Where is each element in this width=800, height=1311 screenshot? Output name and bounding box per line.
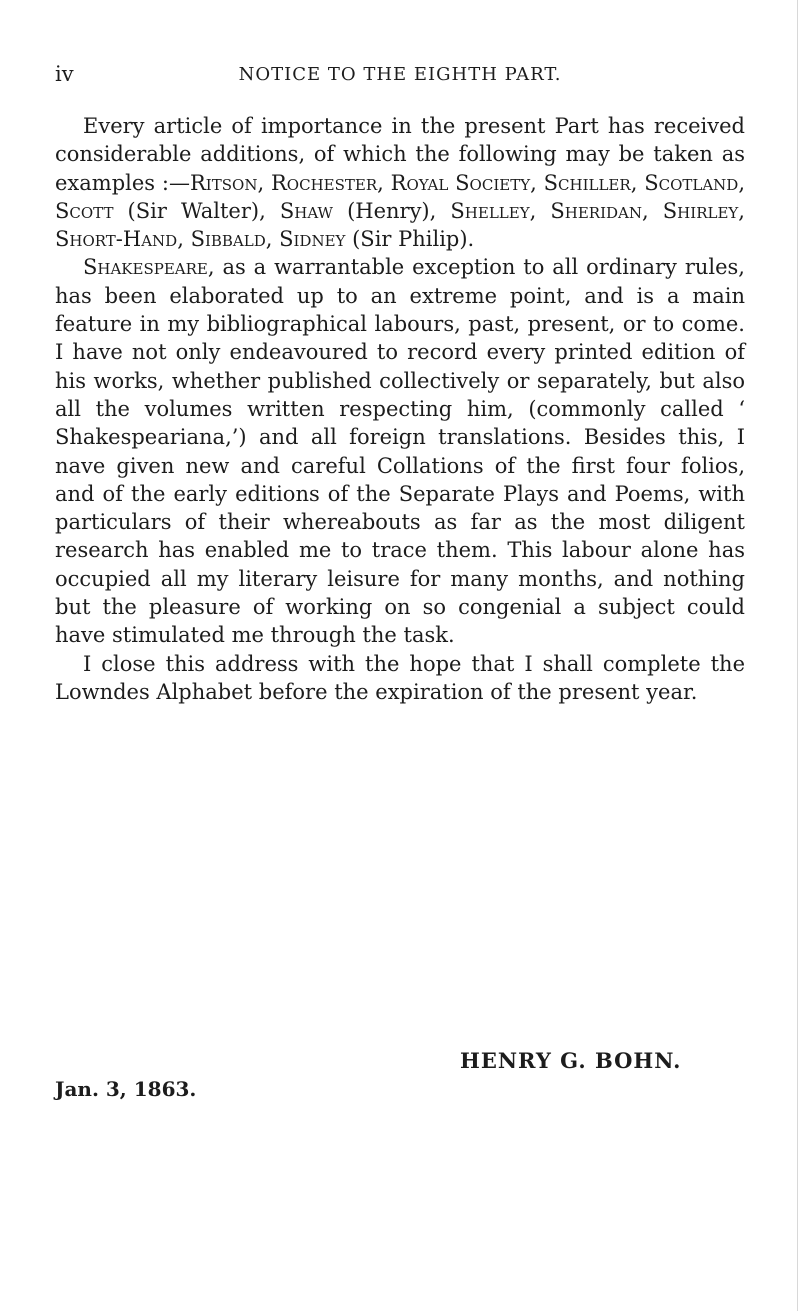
- shakespeare-text: , as a warrantable exception to all ordinary rules, has been elaborated up to an extreme point, and is a main feature in my bibliographical labours, past, present, or to come. I have not only endeavoured to record every printed edition of his works, whether published collectively or separately, but also all the volumes written respecting him, (commonly called ‘ Shakespeariana,’) and all foreign translations. Besides this, I nave given new and careful Collations of the first four folios, and of the early editions of the Separate Plays and Poems, with particulars of their whereabouts as far as the most diligent research has enabled me to trace them. This labour alone has occupied all my literary leisure for many months, and nothing but the pleasure of working on so congenial a subject could have stimulated me through the task.: [55, 255, 745, 648]
- example-separator: (Sir Philip).: [345, 227, 475, 252]
- example-separator: ,: [177, 227, 191, 252]
- page-header: [55, 62, 745, 92]
- example-separator: ,: [642, 198, 663, 223]
- example-name: Sheridan: [550, 198, 643, 223]
- example-name: Scott: [55, 198, 114, 223]
- body-text: [55, 112, 745, 706]
- example-name: Shelley: [450, 198, 530, 223]
- example-name: Rochester: [270, 170, 378, 195]
- shakespeare-heading: Shakespeare: [83, 255, 208, 280]
- example-name: Sidney: [279, 227, 346, 252]
- example-separator: ,: [738, 170, 746, 195]
- signature: HENRY G. BOHN.: [460, 1048, 682, 1073]
- example-name: Shirley: [662, 198, 739, 223]
- date: Jan. 3, 1863.: [55, 1077, 197, 1101]
- example-separator: ,: [529, 198, 551, 223]
- example-name: Shaw: [279, 198, 333, 223]
- example-name: Ritson: [190, 170, 258, 195]
- example-separator: ,: [630, 170, 645, 195]
- example-separator: ,: [265, 227, 280, 252]
- example-separator: ,: [377, 170, 391, 195]
- example-separator: (Henry),: [332, 198, 451, 223]
- running-title: NOTICE TO THE EIGHTH PART.: [238, 64, 562, 85]
- example-separator: (Sir Walter),: [113, 198, 280, 223]
- example-name: Schiller: [543, 170, 631, 195]
- page-number: iv: [55, 62, 74, 86]
- paragraph-shakespeare: [55, 253, 745, 649]
- example-separator: ,: [530, 170, 544, 195]
- example-name: Sibbald: [190, 227, 266, 252]
- example-separator: ,: [257, 170, 271, 195]
- example-name: Short-Hand: [55, 227, 178, 252]
- example-name: Royal Society: [390, 170, 531, 195]
- paragraph-examples: [55, 112, 745, 253]
- example-name: Scotland: [644, 170, 739, 195]
- example-separator: ,: [738, 198, 745, 223]
- paragraph-lead: Every article of importance in the present Part has received considerable additions, of which the following may be taken as examples :—: [55, 114, 745, 195]
- paragraph-closing: I close this address with the hope that I shall complete the Lowndes Alphabet before the expiration of the present year.: [55, 651, 745, 704]
- page-edge-divider: [797, 0, 798, 1311]
